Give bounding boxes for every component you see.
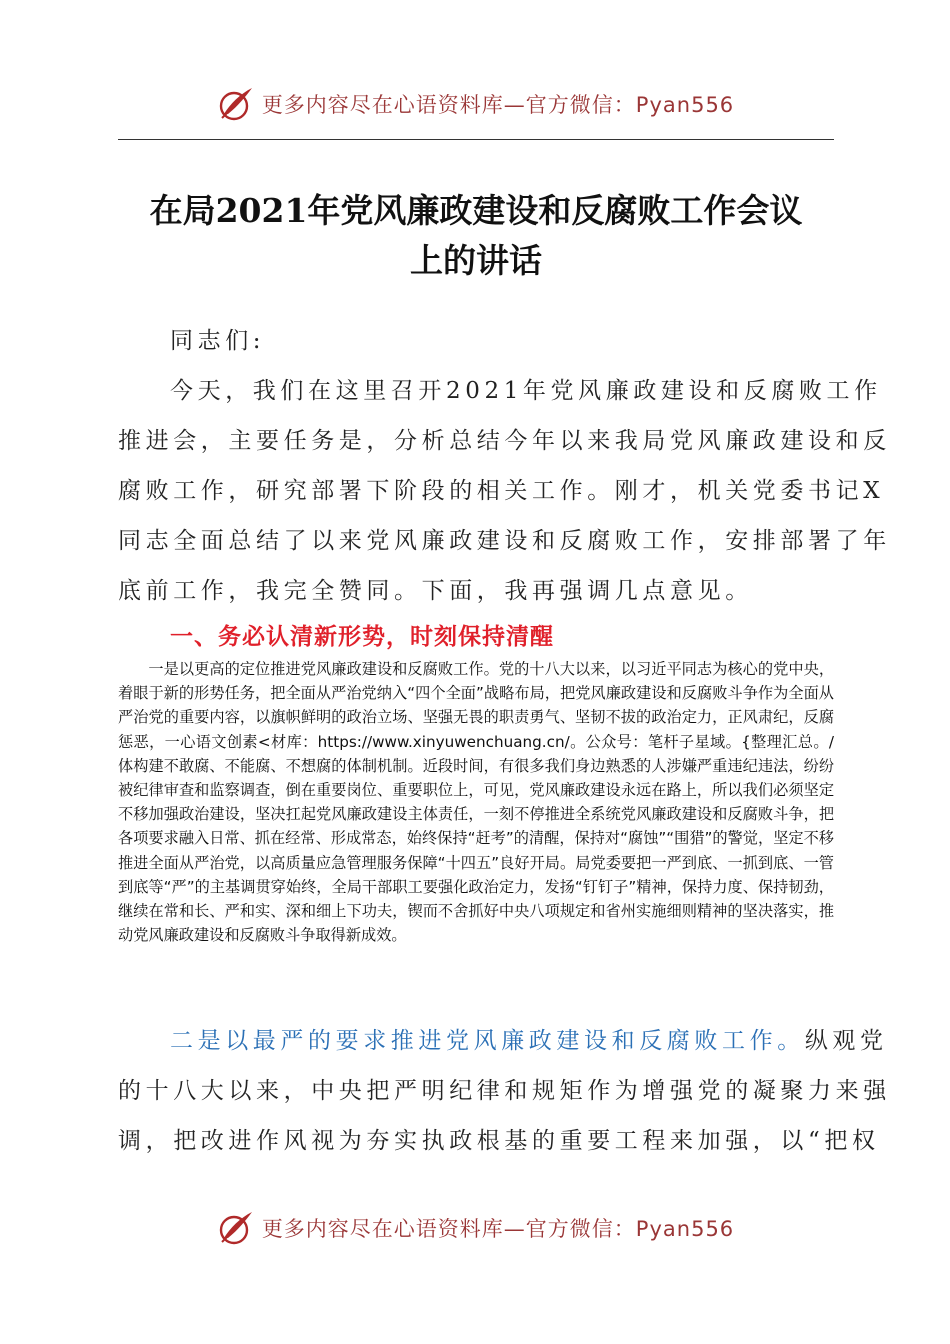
- section-1-paragraph: 一是以更高的定位推进党风廉政建设和反腐败工作。党的十八大以来，以习近平同志为核心的党中央，着眼于新的形势任务，把全面从严治党纳入“四个全面”战略布局，把党风廉政建设和反腐败斗争作为全面从严治党的重要内容，以旗帜鲜明的政治立场、坚强无畏的职责勇气、坚韧不拔的政治定力，正风肃纪，反腐惩恶，一心语文创素<材库：https://www.xinyuwenchuang.cn/。公众号：笔杆子星域。{整理汇总。/体构建不敢腐、不能腐、不想腐的体制机制。近段时间，有很多我们身边熟悉的人涉嫌严重违纪违法，纷纷被纪律审查和监察调查，倒在重要岗位、重要职位上，可见，党风廉政建设永远在路上，所以我们必须坚定不移加强政治建设，坚决扛起党风廉政建设主体责任，一刻不停推进全系统党风廉政建设和反腐败斗争，把各项要求融入日常、抓在经常、形成常态，始终保持“赶考”的清醒，保持对“腐蚀”“围猎”的警觉，坚定不移推进全面从严治党，以高质量应急管理服务保障“十四五”良好开局。局党委要把一严到底、一抓到底、一管到底等“严”的主基调贯穿始终，全局干部职工要强化政治定力，发扬“钉钉子”精神，保持力度、保持韧劲，继续在常和长、严和实、深和细上下功夫，锲而不舍抓好中央八项规定和省州实施细则精神的坚决落实，推动党风廉政建设和反腐败斗争取得新成效。: [118, 660, 834, 945]
- feather-pen-logo-icon: [216, 1208, 256, 1248]
- page-header: [0, 76, 950, 132]
- intro-line-1: 今天，我们在这里召开2021年党风廉政建设和反腐败工作: [170, 378, 882, 404]
- section-2-line-1-rest: 纵观党: [804, 1028, 888, 1054]
- document-title: [118, 186, 834, 286]
- section-1-heading: 一、务必认清新形势，时刻保持清醒: [170, 624, 554, 650]
- title-line-1: 在局2021年党风廉政建设和反腐败工作会议: [149, 191, 803, 230]
- intro-line-2: 推进会，主要任务是，分析总结今年以来我局党风廉政建设和反: [118, 428, 891, 454]
- feather-pen-logo-icon: [216, 84, 256, 124]
- intro-line-3: 腐败工作，研究部署下阶段的相关工作。刚才，机关党委书记X: [118, 478, 885, 504]
- section-2-line-1: [170, 1022, 888, 1055]
- header-text: 更多内容尽在心语资料库—官方微信：Pyan556: [261, 93, 735, 117]
- intro-line-5: 底前工作，我完全赞同。下面，我再强调几点意见。: [118, 578, 753, 604]
- page-footer: [0, 1200, 950, 1256]
- section-2-lead: 二是以最严的要求推进党风廉政建设和反腐败工作。: [170, 1028, 805, 1054]
- salutation: 同志们:: [170, 328, 266, 354]
- header-divider: [118, 139, 834, 140]
- intro-line-4: 同志全面总结了以来党风廉政建设和反腐败工作，安排部署了年: [118, 528, 891, 554]
- title-line-2: 上的讲话: [410, 241, 542, 280]
- footer-text: 更多内容尽在心语资料库—官方微信：Pyan556: [261, 1217, 735, 1241]
- section-2-line-3: 调，把改进作风视为夯实执政根基的重要工程来加强，以“把权: [118, 1128, 880, 1154]
- section-2-line-2: 的十八大以来，中央把严明纪律和规矩作为增强党的凝聚力来强: [118, 1078, 891, 1104]
